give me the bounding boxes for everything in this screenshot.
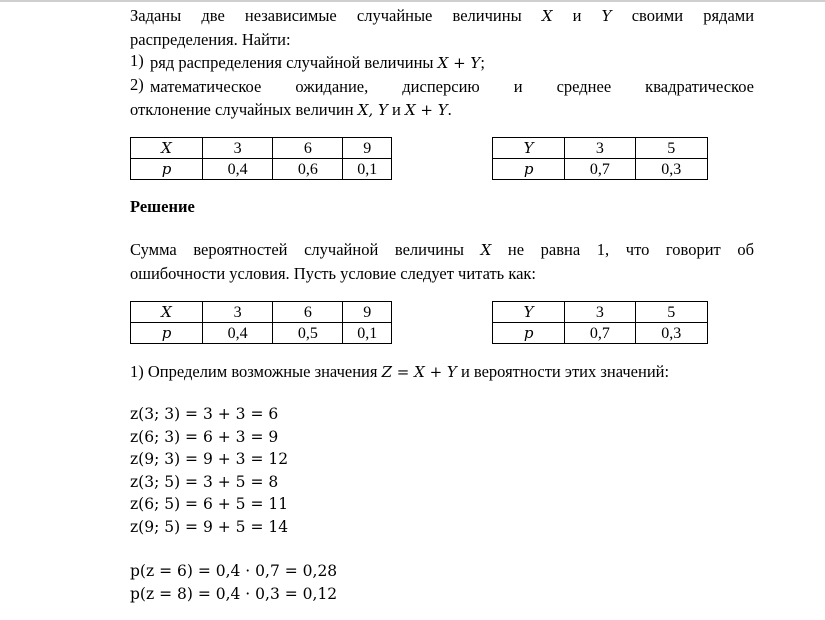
task-item-2: 2) математическое ожидание, дисперсию и среднее квадратическое	[130, 75, 754, 96]
step-1-line: 1) Определим возможные значения Z = X + Y и вероятности этих значений:	[130, 362, 670, 381]
table-x-given: X 3 6 9 p 0,4 0,6 0,1	[130, 137, 392, 180]
z-values-block	[130, 403, 754, 538]
given-tables	[130, 137, 754, 183]
table-y-given: Y 3 5 p 0,7 0,3	[492, 137, 708, 180]
note-line-1: Сумма вероятностей случайной величины X не равна 1, что говорит об	[130, 240, 755, 259]
z-value-line: z(6; 3) = 6 + 3 = 9	[130, 427, 279, 446]
solution-heading: Решение	[130, 197, 195, 216]
probabilities-block	[130, 560, 754, 605]
z-value-line: z(9; 5) = 9 + 5 = 14	[130, 517, 289, 536]
probability-line: p(z = 6) = 0,4 · 0,7 = 0,28	[130, 562, 338, 580]
top-border	[0, 0, 825, 2]
note-line-2: ошибочности условия. Пусть условие следует читать как:	[130, 264, 537, 283]
z-value-line: z(3; 3) = 3 + 3 = 6	[130, 405, 279, 423]
table-x-fixed: X 3 6 9 p 0,4 0,5 0,1	[130, 301, 392, 344]
z-value-line: z(9; 3) = 9 + 3 = 12	[130, 450, 289, 468]
problem-line-1: Заданы две независимые случайные величины X и Y своими рядами	[130, 6, 755, 25]
problem-line-2: распределения. Найти:	[130, 30, 291, 49]
document-content	[130, 4, 754, 605]
fixed-tables	[130, 301, 754, 347]
z-value-line: z(6; 5) = 6 + 5 = 11	[130, 495, 289, 513]
table-y-fixed: Y 3 5 p 0,7 0,3	[492, 301, 708, 344]
z-value-line: z(3; 5) = 3 + 5 = 8	[130, 472, 279, 491]
task-item-1: 1) ряд распределения случайной величины X + Y;	[130, 51, 485, 72]
probability-line: p(z = 8) = 0,4 · 0,3 = 0,12	[130, 584, 338, 603]
task-item-2-line-2: отклонение случайных величин X, Y и X + Y.	[130, 100, 452, 119]
